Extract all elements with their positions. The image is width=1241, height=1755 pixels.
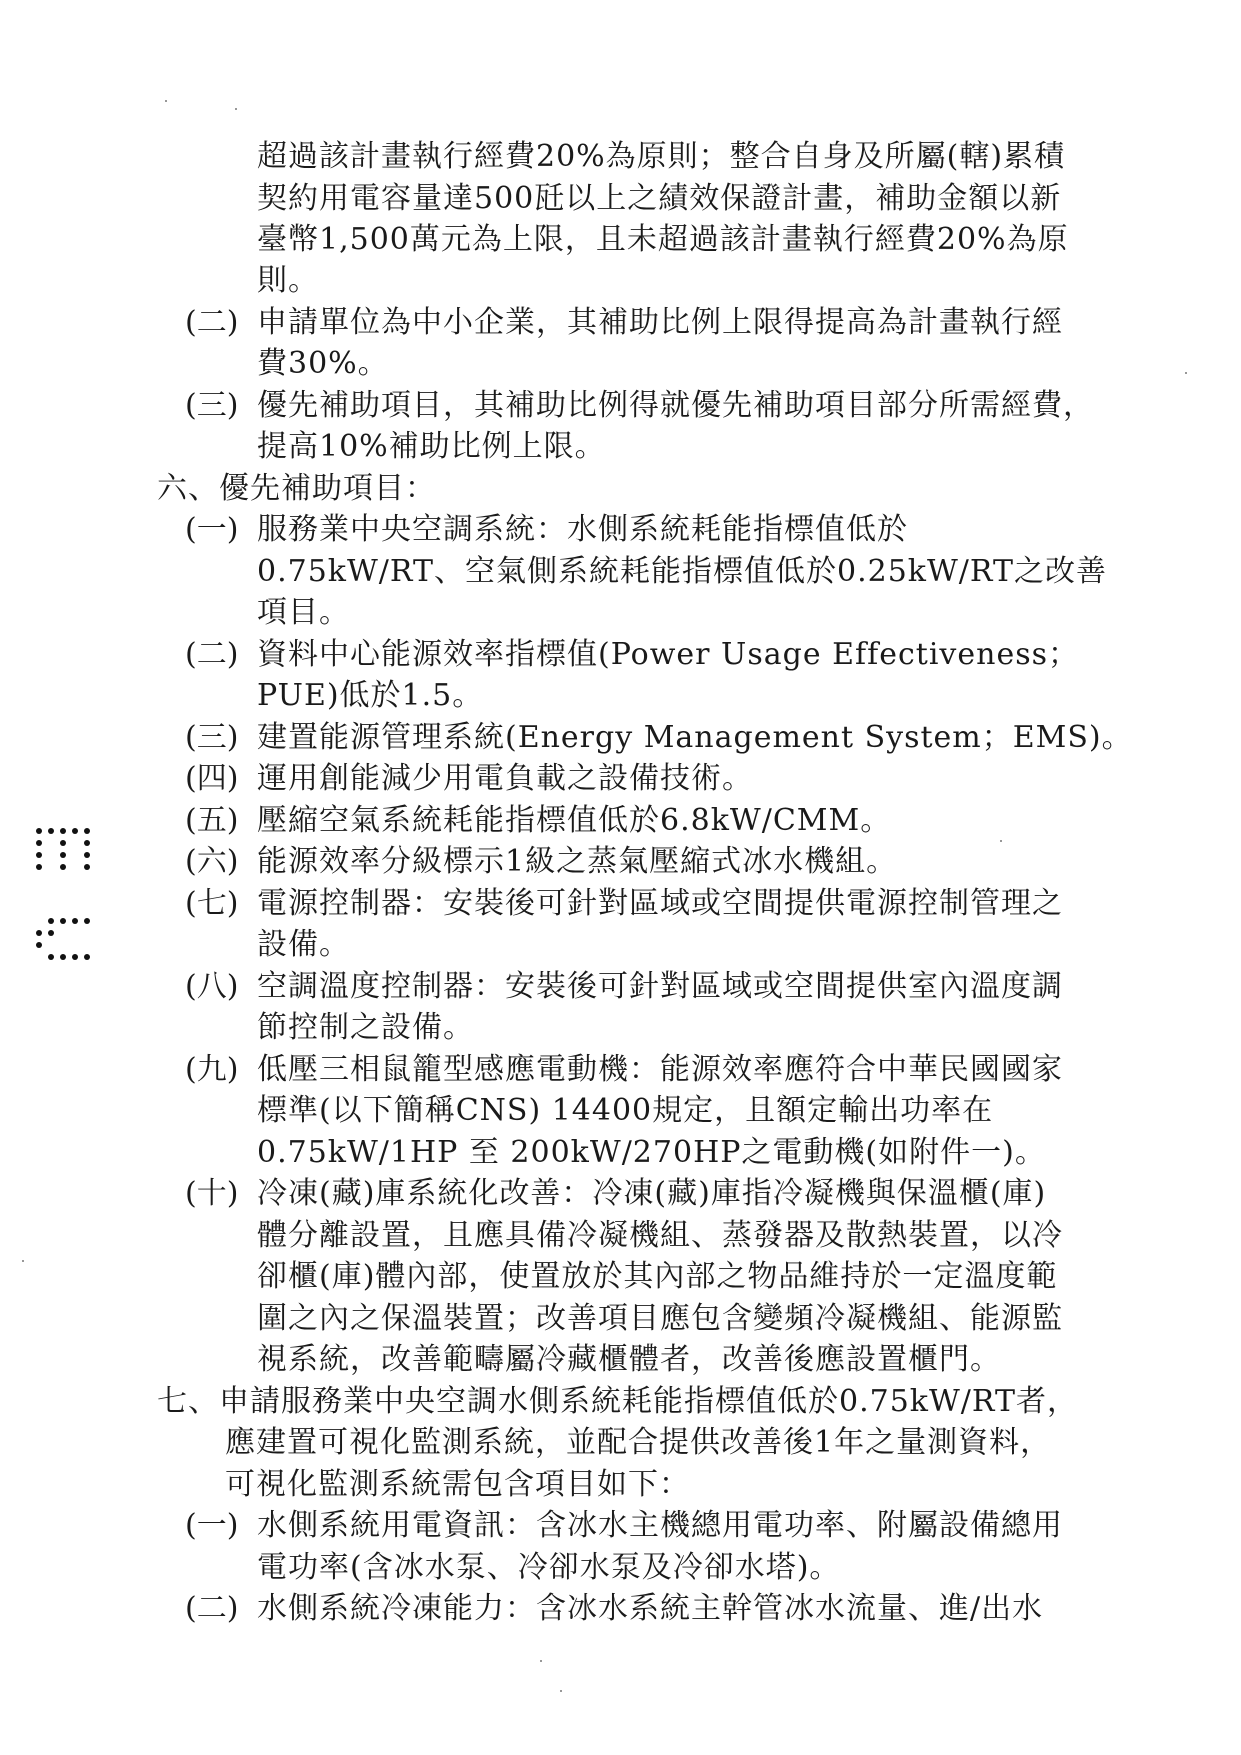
text-line: 電功率(含冰水泵、冷卻水泵及冷卻水塔)。 xyxy=(257,1550,841,1585)
text-line: 卻櫃(庫)體內部，使置放於其內部之物品維持於一定溫度範 xyxy=(257,1259,1058,1294)
scan-speck xyxy=(22,1260,24,1262)
item-number: (二) xyxy=(185,1591,239,1626)
text-line: 圍之內之保溫裝置；改善項目應包含變頻冷凝機組、能源監 xyxy=(257,1301,1063,1336)
scan-speck xyxy=(540,1660,542,1662)
text-line: 水側系統用電資訊：含冰水主機總用電功率、附屬設備總用 xyxy=(257,1508,1063,1543)
item-number: (三) xyxy=(185,388,239,423)
text-line: 超過該計畫執行經費20%為原則；整合自身及所屬(轄)累積 xyxy=(257,139,1066,174)
margin-dot-marker xyxy=(36,918,90,960)
item-number: (二) xyxy=(185,305,239,340)
text-line: 可視化監測系統需包含項目如下： xyxy=(225,1467,690,1502)
scan-speck xyxy=(1185,372,1187,374)
text-line: 項目。 xyxy=(257,595,350,630)
item-number: (八) xyxy=(185,969,239,1004)
item-number: (二) xyxy=(185,637,239,672)
scan-speck xyxy=(235,108,237,110)
text-line: 運用創能減少用電負載之設備技術。 xyxy=(257,761,753,796)
text-line: 視系統，改善範疇屬冷藏櫃體者，改善後應設置櫃門。 xyxy=(257,1342,1001,1377)
text-line: 提高10%補助比例上限。 xyxy=(257,429,606,464)
item-number: (四) xyxy=(185,761,239,796)
section-heading: 七、申請服務業中央空調水側系統耗能指標值低於0.75kW/RT者， xyxy=(157,1384,1078,1419)
text-line: 0.75kW/RT、空氣側系統耗能指標值低於0.25kW/RT之改善 xyxy=(257,554,1107,589)
scan-speck xyxy=(165,100,167,102)
text-line: 體分離設置，且應具備冷凝機組、蒸發器及散熱裝置，以冷 xyxy=(257,1218,1063,1253)
text-line: 申請單位為中小企業，其補助比例上限得提高為計畫執行經 xyxy=(257,305,1063,340)
text-line: 電源控制器：安裝後可針對區域或空間提供電源控制管理之 xyxy=(257,886,1063,921)
section-heading: 六、優先補助項目： xyxy=(157,471,436,506)
scan-speck xyxy=(1000,840,1002,842)
item-number: (五) xyxy=(185,803,239,838)
text-line: 費30%。 xyxy=(257,346,389,381)
scan-speck xyxy=(560,1690,562,1692)
text-line: 低壓三相鼠籠型感應電動機：能源效率應符合中華民國國家 xyxy=(257,1052,1063,1087)
item-number: (九) xyxy=(185,1052,239,1087)
item-number: (七) xyxy=(185,886,239,921)
text-line: PUE)低於1.5。 xyxy=(257,678,484,713)
text-line: 契約用電容量達500瓩以上之績效保證計畫，補助金額以新 xyxy=(257,181,1062,216)
text-line: 則。 xyxy=(257,263,319,298)
text-line: 服務業中央空調系統：水側系統耗能指標值低於 xyxy=(257,512,908,547)
text-line: 優先補助項目，其補助比例得就優先補助項目部分所需經費， xyxy=(257,388,1094,423)
item-number: (三) xyxy=(185,720,239,755)
text-line: 臺幣1,500萬元為上限，且未超過該計畫執行經費20%為原 xyxy=(257,222,1069,257)
item-number: (一) xyxy=(185,512,239,547)
text-line: 設備。 xyxy=(257,927,350,962)
text-line: 壓縮空氣系統耗能指標值低於6.8kW/CMM。 xyxy=(257,803,892,838)
item-number: (一) xyxy=(185,1508,239,1543)
text-line: 冷凍(藏)庫系統化改善：冷凍(藏)庫指冷凝機與保溫櫃(庫) xyxy=(257,1176,1047,1211)
text-line: 水側系統冷凍能力：含冰水系統主幹管冰水流量、進/出水 xyxy=(257,1591,1044,1626)
text-line: 能源效率分級標示1級之蒸氣壓縮式冰水機組。 xyxy=(257,844,898,879)
margin-dot-marker xyxy=(36,828,90,870)
item-number: (六) xyxy=(185,844,239,879)
text-line: 應建置可視化監測系統，並配合提供改善後1年之量測資料， xyxy=(225,1425,1052,1460)
text-line: 0.75kW/1HP 至 200kW/270HP之電動機(如附件一)。 xyxy=(257,1135,1046,1170)
item-number: (十) xyxy=(185,1176,239,1211)
text-line: 資料中心能源效率指標值(Power Usage Effectiveness； xyxy=(257,637,1079,672)
text-line: 節控制之設備。 xyxy=(257,1010,474,1045)
text-line: 空調溫度控制器：安裝後可針對區域或空間提供室內溫度調 xyxy=(257,969,1063,1004)
text-line: 標準(以下簡稱CNS) 14400規定，且額定輸出功率在 xyxy=(257,1093,994,1128)
text-line: 建置能源管理系統(Energy Management System；EMS)。 xyxy=(257,720,1133,755)
